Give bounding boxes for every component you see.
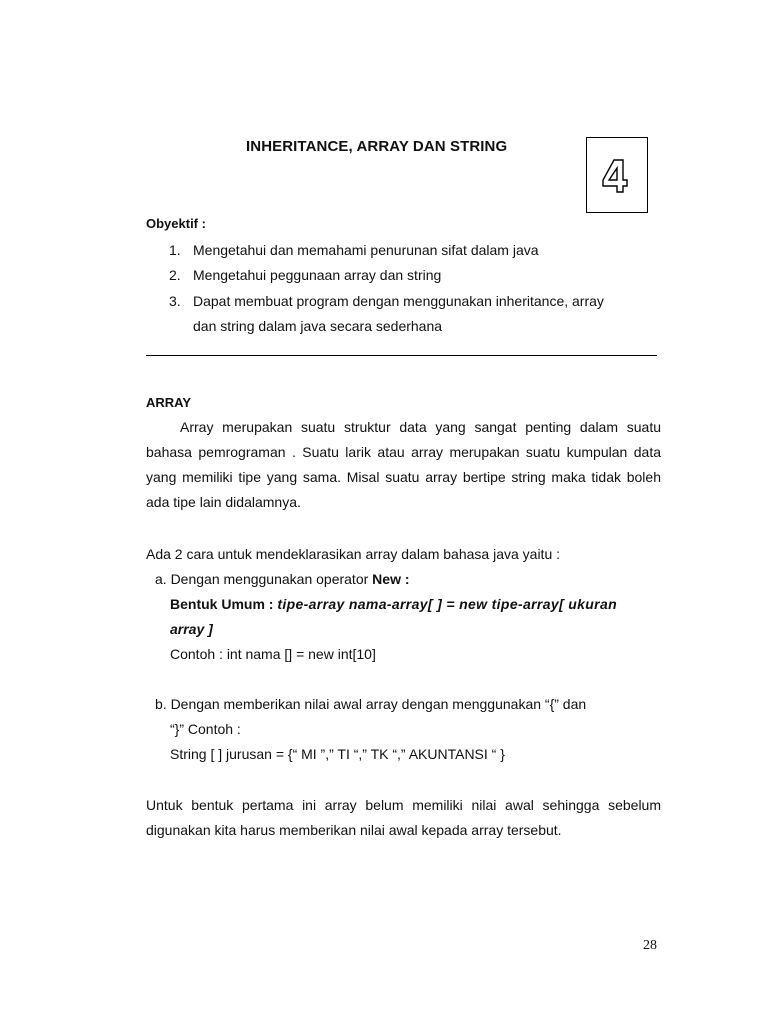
array-heading: ARRAY [146, 395, 192, 410]
array-intro: Ada 2 cara untuk mendeklarasikan array dalam bahasa java yaitu : [146, 546, 561, 562]
form-syntax-continuation: array ] [170, 621, 213, 637]
item-a-lead [155, 567, 410, 592]
page-title: INHERITANCE, ARRAY DAN STRING [246, 138, 508, 155]
item-b-code: String [ ] jurusan = {“ MI ”,” TI “,” TK “,” AKUNTANSI “ } [170, 746, 505, 762]
objectives-heading: Obyektif : [146, 216, 206, 231]
chapter-number-box [586, 137, 648, 213]
item-b-line-2: “}” Contoh : [170, 721, 241, 737]
page-number: 28 [643, 938, 657, 953]
objective-number: 1. [169, 242, 181, 258]
objective-text: Dapat membuat program dengan menggunakan inheritance, array [193, 293, 604, 309]
objective-text: Mengetahui peggunaan array dan string [193, 267, 442, 283]
form-label: Bentuk Umum : [170, 596, 278, 612]
item-b-line-1: b. Dengan memberikan nilai awal array dengan menggunakan “{” dan [155, 696, 587, 712]
item-a-operator: New : [372, 571, 410, 587]
objective-item-3 [169, 289, 604, 314]
objective-item-2 [169, 263, 441, 288]
chapter-number-glyph [601, 158, 635, 194]
objective-text: Mengetahui dan memahami penurunan sifat dalam java [193, 242, 539, 258]
item-a-example: Contoh : int nama [] = new int[10] [170, 646, 376, 662]
section-divider [146, 355, 657, 356]
objective-item-1 [169, 238, 539, 263]
item-a-form [170, 592, 617, 617]
form-syntax: tipe-array nama-array[ ] = new tipe-array[ ukuran [277, 596, 617, 612]
objective-item-3-continuation: dan string dalam java secara sederhana [193, 318, 443, 334]
item-a-text: a. Dengan menggunakan operator [155, 571, 373, 587]
objective-number: 3. [169, 293, 181, 309]
objective-number: 2. [169, 267, 181, 283]
array-paragraph-2: Untuk bentuk pertama ini array belum memiliki nilai awal sehingga sebelum digunakan kita harus memberikan nilai awal kepada array tersebut. [146, 797, 661, 838]
array-paragraph-1: Array merupakan suatu struktur data yang sangat penting dalam suatu bahasa pemrograman . Suatu larik atau array merupakan suatu kumpulan data yang memiliki tipe yang sama. Misal suatu array bertipe string maka tidak boleh ada tipe lain didalamnya. [146, 419, 661, 510]
